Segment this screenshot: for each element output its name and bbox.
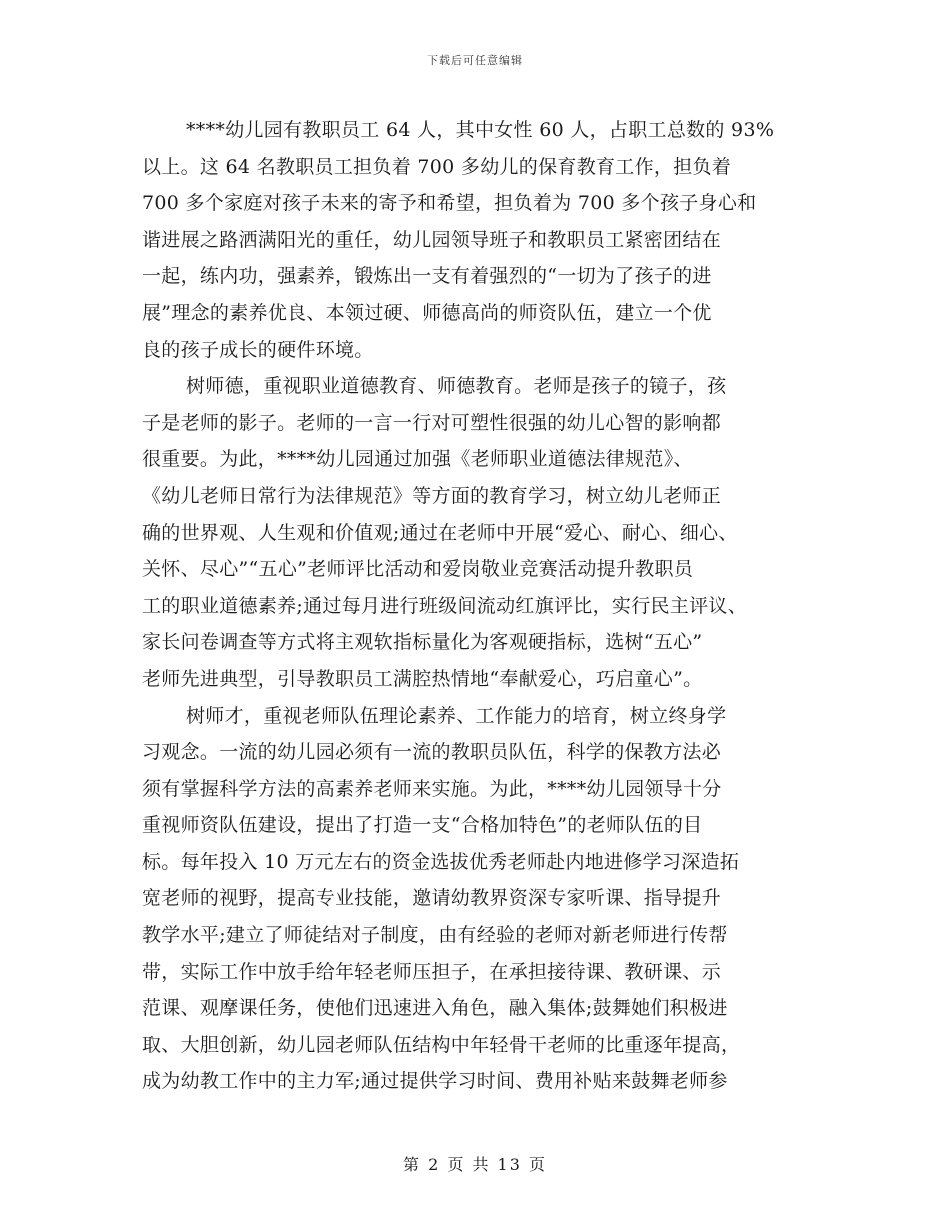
paragraph-3-line-8: 带，实际工作中放手给年轻老师压担子，在承担接待课、教研课、示 (142, 960, 722, 983)
page-header-note: 下载后可任意编辑 (427, 54, 523, 67)
paragraph-3-line-3: 须有掌握科学方法的高素养老师来实施。为此，****幼儿园领导十分 (142, 777, 722, 800)
paragraph-3-line-2: 习观念。一流的幼儿园必须有一流的教职员队伍，科学的保教方法必 (142, 741, 722, 764)
paragraph-1-line-1: ****幼儿园有教职员工 64 人，其中女性 60 人，占职工总数的 93% (186, 119, 775, 141)
document-body (142, 112, 822, 1100)
paragraph-2-line-6: 关怀、尽心”“五心”老师评比活动和爱岗敬业竞赛活动提升教职员 (142, 558, 694, 581)
paragraph-1-line-5: 一起，练内功，强素养，锻炼出一支有着强烈的“一切为了孩子的进 (142, 265, 712, 288)
paragraph-2-line-4: 《幼儿老师日常行为法律规范》等方面的教育学习，树立幼儿老师正 (142, 484, 722, 507)
page-number: 第 2 页 共 13 页 (403, 1155, 547, 1174)
paragraph-1-line-7: 良的孩子成长的硬件环境。 (142, 338, 374, 361)
paragraph-1-line-6: 展”理念的素养优良、本领过硬、师德高尚的师资队伍，建立一个优 (142, 301, 712, 324)
paragraph-2-line-5: 确的世界观、人生观和价值观;通过在老师中开展“爱心、耐心、细心、 (142, 521, 738, 544)
paragraph-1-line-3: 700 多个家庭对孩子未来的寄予和希望，担负着为 700 多个孩子身心和 (142, 192, 757, 215)
paragraph-1-line-4: 谐进展之路洒满阳光的重任，幼儿园领导班子和教职员工紧密团结在 (142, 228, 722, 251)
paragraph-2-line-8: 家长问卷调查等方式将主观软指标量化为客观硬指标，选树“五心” (142, 631, 703, 654)
paragraph-2-line-7: 工的职业道德素养;通过每月进行班级间流动红旗评比，实行民主评议、 (142, 594, 748, 617)
paragraph-3-line-1: 树师才，重视老师队伍理论素养、工作能力的培育，树立终身学 (186, 704, 727, 727)
paragraph-3-line-11: 成为幼教工作中的主力军;通过提供学习时间、费用补贴来鼓舞老师参 (142, 1070, 728, 1093)
paragraph-2-line-3: 很重要。为此，****幼儿园通过加强《老师职业道德法律规范》、 (142, 448, 693, 471)
paragraph-3-line-6: 宽老师的视野，提高专业技能，邀请幼教界资深专家听课、指导提升 (142, 887, 722, 910)
paragraph-2-line-2: 子是老师的影子。老师的一言一行对可塑性很强的幼儿心智的影响都 (142, 411, 722, 434)
paragraph-3-line-10: 取、大胆创新，幼儿园老师队伍结构中年轻骨干老师的比重逐年提高， (142, 1033, 741, 1056)
paragraph-3-line-4: 重视师资队伍建设，提出了打造一支“合格加特色”的老师队伍的目 (142, 814, 703, 837)
paragraph-2-line-9: 老师先进典型，引导教职员工满腔热情地“奉献爱心，巧启童心”。 (142, 667, 703, 690)
paragraph-2-line-1: 树师德，重视职业道德教育、师德教育。老师是孩子的镜子，孩 (186, 375, 727, 398)
paragraph-3-line-9: 范课、观摩课任务，使他们迅速进入角色，融入集体;鼓舞她们积极进 (142, 997, 728, 1020)
paragraph-1-line-2: 以上。这 64 名教职员工担负着 700 多幼儿的保育教育工作，担负着 (142, 155, 732, 178)
paragraph-3-line-7: 教学水平;建立了师徒结对子制度，由有经验的老师对新老师进行传帮 (142, 924, 728, 947)
paragraph-3-line-5: 标。每年投入 10 万元左右的资金选拔优秀老师赴内地进修学习深造拓 (142, 850, 740, 873)
